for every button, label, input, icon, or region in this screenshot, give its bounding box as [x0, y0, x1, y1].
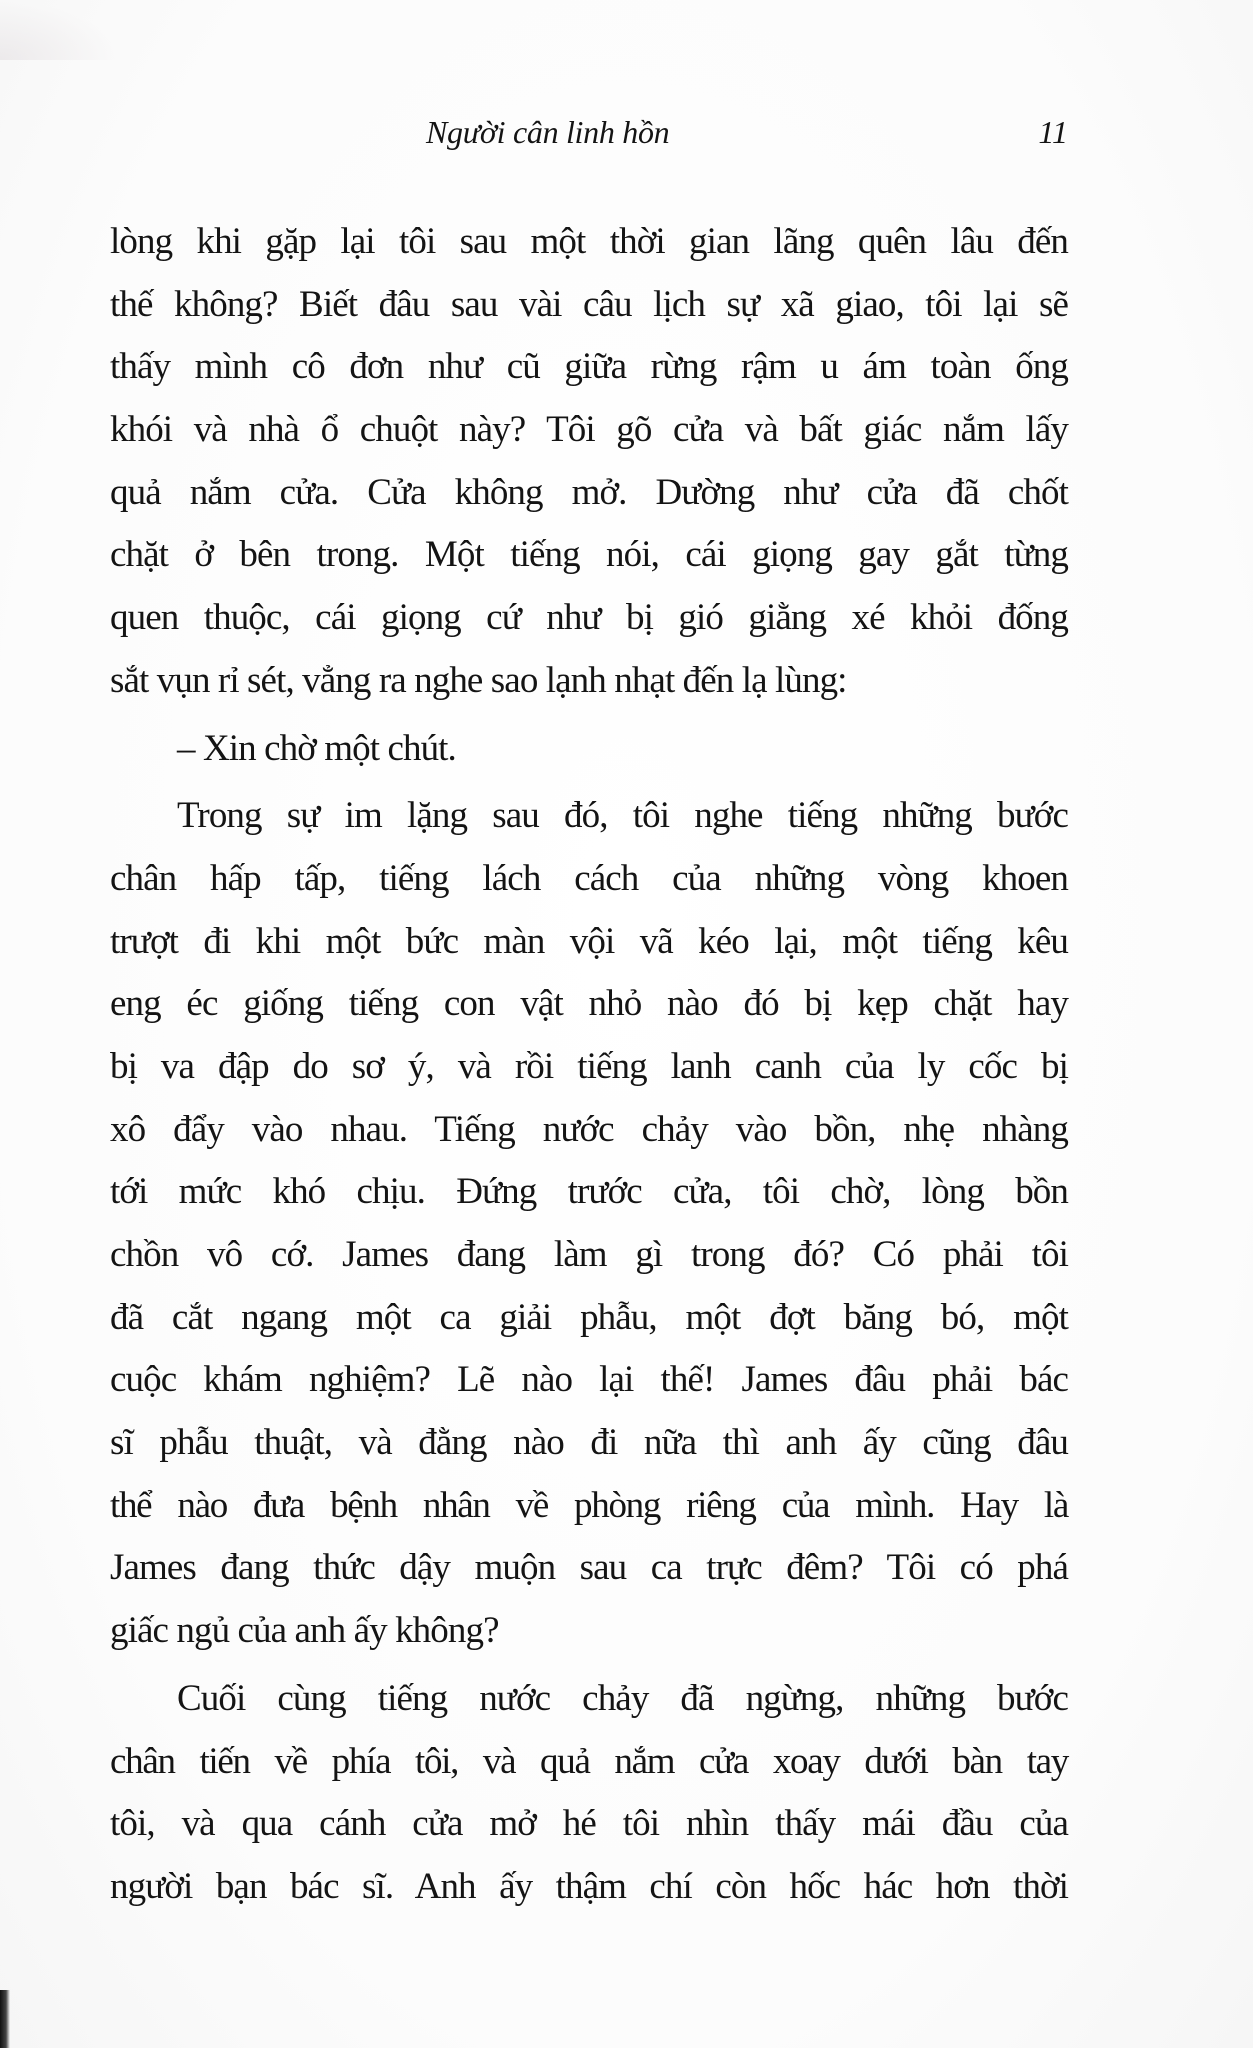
text-line: eng éc giống tiếng con vật nhỏ nào đó bị kẹp chặt hay	[110, 983, 1068, 1025]
text-line: đã cắt ngang một ca giải phẫu, một đợt băng bó, một	[110, 1296, 1068, 1338]
text-line: quả nắm cửa. Cửa không mở. Dường như cửa đã chốt	[110, 471, 1068, 513]
text-line: người bạn bác sĩ. Anh ấy thậm chí còn hốc hác hơn thời	[110, 1865, 1068, 1907]
paragraph-4	[110, 1668, 1068, 1919]
text-line: quen thuộc, cái giọng cứ như bị gió giằng xé khỏi đống	[110, 597, 1068, 639]
page-number: 11	[1038, 114, 1068, 150]
page-corner-shadow	[0, 0, 120, 60]
text-line: sĩ phẫu thuật, và đằng nào đi nữa thì anh ấy cũng đâu	[110, 1422, 1068, 1464]
paragraph-1	[110, 211, 1068, 713]
text-line: thể nào đưa bệnh nhân về phòng riêng của mình. Hay là	[110, 1484, 1068, 1526]
text-line: James đang thức dậy muộn sau ca trực đêm? Tôi có phá	[110, 1547, 1068, 1589]
page-edge-shadow	[0, 1990, 10, 2048]
text-line: sắt vụn rỉ sét, vẳng ra nghe sao lạnh nhạt đến lạ lùng:	[110, 659, 847, 701]
paragraph-dialogue	[110, 718, 1068, 781]
paragraph-3	[110, 785, 1068, 1663]
text-line: tới mức khó chịu. Đứng trước cửa, tôi chờ, lòng bồn	[110, 1171, 1068, 1213]
text-line: chặt ở bên trong. Một tiếng nói, cái giọng gay gắt từng	[110, 534, 1068, 576]
text-line: xô đẩy vào nhau. Tiếng nước chảy vào bồn, nhẹ nhàng	[110, 1108, 1068, 1150]
text-line: thế không? Biết đâu sau vài câu lịch sự xã giao, tôi lại sẽ	[110, 283, 1068, 325]
text-line: cuộc khám nghiệm? Lẽ nào lại thế! James đâu phải bác	[110, 1359, 1068, 1401]
text-line: lòng khi gặp lại tôi sau một thời gian lãng quên lâu đến	[110, 221, 1068, 262]
running-header	[110, 112, 1068, 156]
text-line: chân hấp tấp, tiếng lách cách của những vòng khoen	[110, 857, 1068, 899]
body-text	[110, 211, 1068, 1919]
running-title: Người cân linh hồn	[426, 114, 670, 150]
text-line: Trong sự im lặng sau đó, tôi nghe tiếng những bước	[177, 795, 1068, 837]
text-line: khói và nhà ổ chuột này? Tôi gõ cửa và bất giác nắm lấy	[110, 409, 1068, 451]
text-line: bị va đập do sơ ý, và rồi tiếng lanh canh của ly cốc bị	[110, 1045, 1068, 1087]
text-line: trượt đi khi một bức màn vội vã kéo lại, một tiếng kêu	[110, 920, 1068, 962]
dialogue-line: – Xin chờ một chút.	[177, 727, 456, 769]
text-line: chân tiến về phía tôi, và quả nắm cửa xoay dưới bàn tay	[110, 1740, 1068, 1782]
text-line: thấy mình cô đơn như cũ giữa rừng rậm u ám toàn ống	[110, 346, 1068, 388]
text-line: chồn vô cớ. James đang làm gì trong đó? Có phải tôi	[110, 1234, 1068, 1275]
text-line: tôi, và qua cánh cửa mở hé tôi nhìn thấy mái đầu của	[110, 1803, 1068, 1845]
text-line: Cuối cùng tiếng nước chảy đã ngừng, những bước	[177, 1677, 1068, 1719]
text-line: giấc ngủ của anh ấy không?	[110, 1610, 499, 1652]
